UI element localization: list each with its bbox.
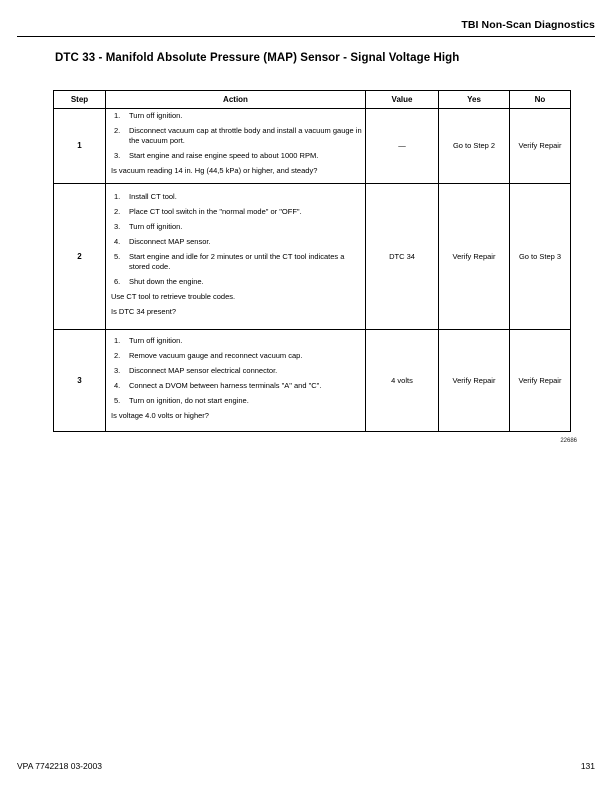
- no-cell: Verify Repair: [510, 109, 571, 184]
- footer-document-number: VPA 7742218 03-2003: [17, 761, 102, 771]
- column-header-value: Value: [366, 91, 439, 109]
- column-header-no: No: [510, 91, 571, 109]
- action-item: Turn off ignition.: [129, 335, 183, 345]
- action-note: Use CT tool to retrieve trouble codes.: [111, 291, 236, 301]
- running-header: TBI Non-Scan Diagnostics: [461, 19, 595, 31]
- action-question: Is voltage 4.0 volts or higher?: [111, 410, 209, 420]
- table-row: [54, 184, 571, 330]
- table-header-row: [54, 91, 571, 109]
- no-cell: Go to Step 3: [510, 184, 571, 330]
- action-item: Shut down the engine.: [129, 276, 204, 286]
- step-number: 1: [54, 109, 106, 184]
- header-rule: [17, 36, 595, 37]
- action-item: Disconnect MAP sensor.: [129, 236, 211, 246]
- action-question: Is vacuum reading 14 in. Hg (44,5 kPa) or higher, and steady?: [111, 166, 318, 175]
- value-cell: —: [366, 109, 439, 184]
- column-header-action: Action: [106, 91, 366, 109]
- figure-number: 22686: [560, 438, 577, 444]
- table-row: [54, 330, 571, 432]
- page-title: DTC 33 - Manifold Absolute Pressure (MAP) Sensor - Signal Voltage High: [55, 52, 460, 64]
- action-item: Turn on ignition, do not start engine.: [129, 395, 249, 405]
- action-item: Start engine and idle for 2 minutes or until the CT tool indicates a stored code.: [129, 251, 345, 271]
- no-cell: Verify Repair: [510, 330, 571, 432]
- step-number: 2: [54, 184, 106, 330]
- table-row: [54, 109, 571, 184]
- step-number: 3: [54, 330, 106, 432]
- action-cell: [106, 330, 366, 432]
- action-item: Turn off ignition.: [129, 111, 183, 120]
- action-item: Turn off ignition.: [129, 221, 183, 231]
- action-list: [106, 336, 365, 406]
- action-cell: [106, 184, 366, 330]
- yes-cell: Verify Repair: [439, 330, 510, 432]
- action-item: Connect a DVOM between harness terminals "A" and "C".: [129, 380, 322, 390]
- action-question: Is DTC 34 present?: [111, 306, 177, 316]
- yes-cell: Verify Repair: [439, 184, 510, 330]
- action-item: Disconnect MAP sensor electrical connector.: [129, 365, 278, 375]
- column-header-yes: Yes: [439, 91, 510, 109]
- value-cell: 4 volts: [366, 330, 439, 432]
- action-cell: [106, 109, 366, 184]
- column-header-step: Step: [54, 91, 106, 109]
- diagnostic-table: [53, 90, 571, 432]
- action-item: Remove vacuum gauge and reconnect vacuum cap.: [129, 350, 303, 360]
- action-list: [106, 111, 365, 161]
- footer-page-number: 131: [580, 761, 595, 771]
- action-list: [106, 192, 365, 287]
- yes-cell: Go to Step 2: [439, 109, 510, 184]
- action-item: Place CT tool switch in the "normal mode" or "OFF".: [129, 206, 302, 216]
- value-cell: DTC 34: [366, 184, 439, 330]
- action-item: Install CT tool.: [129, 191, 177, 201]
- action-item: Disconnect vacuum cap at throttle body and install a vacuum gauge in the vacuum port.: [129, 126, 362, 145]
- action-item: Start engine and raise engine speed to about 1000 RPM.: [129, 151, 319, 160]
